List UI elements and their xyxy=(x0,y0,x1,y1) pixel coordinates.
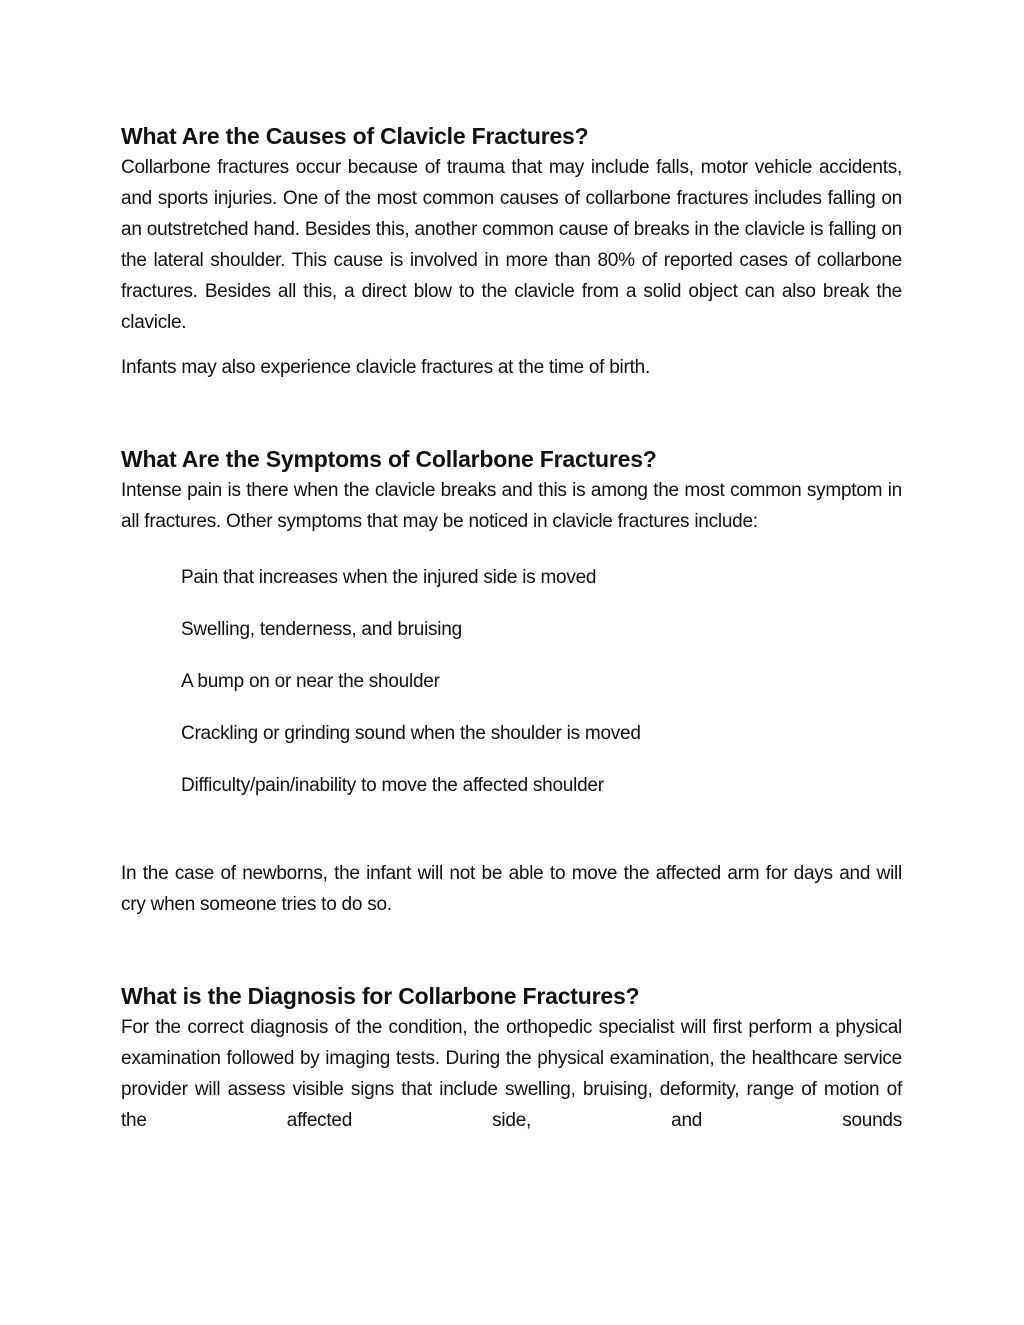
list-item: Swelling, tenderness, and bruising xyxy=(181,619,462,640)
symptoms-list xyxy=(121,564,902,824)
infants-paragraph: Infants may also experience clavicle fractures at the time of birth. xyxy=(121,357,650,378)
list-item: Pain that increases when the injured side is moved xyxy=(181,567,597,588)
section-heading-causes: What Are the Causes of Clavicle Fractures? xyxy=(121,123,589,149)
newborns-paragraph: In the case of newborns, the infant will not be able to move the affected arm for days and will cry when someone tries to do so. xyxy=(121,863,902,915)
symptoms-intro-paragraph: Intense pain is there when the clavicle breaks and this is among the most common symptom in all fractures. Other symptoms that may be noticed in clavicle fractures include: xyxy=(121,480,902,532)
list-item: Crackling or grinding sound when the shoulder is moved xyxy=(181,723,641,744)
causes-paragraph: Collarbone fractures occur because of trauma that may include falls, motor vehicle accidents, and sports injuries. One of the most common causes of collarbone fractures includes falling on an outstretched hand. Besides this, another common cause of breaks in the clavicle is falling on the lateral shoulder. This cause is involved in more than 80% of reported cases of collarbone fractures. Besides all this, a direct blow to the clavicle from a solid object can also break the clavicle. xyxy=(121,157,902,333)
list-item: A bump on or near the shoulder xyxy=(181,671,440,692)
section-heading-diagnosis: What is the Diagnosis for Collarbone Fractures? xyxy=(121,983,640,1009)
list-item: Difficulty/pain/inability to move the affected shoulder xyxy=(181,775,604,796)
diagnosis-paragraph: For the correct diagnosis of the condition, the orthopedic specialist will first perform a physical examination followed by imaging tests. During the physical examination, the healthcare service provider will assess visible signs that include swelling, bruising, deformity, range of motion of the affected side, and sounds xyxy=(121,1017,902,1131)
section-heading-symptoms: What Are the Symptoms of Collarbone Fractures? xyxy=(121,446,657,472)
document-page xyxy=(121,120,902,1136)
